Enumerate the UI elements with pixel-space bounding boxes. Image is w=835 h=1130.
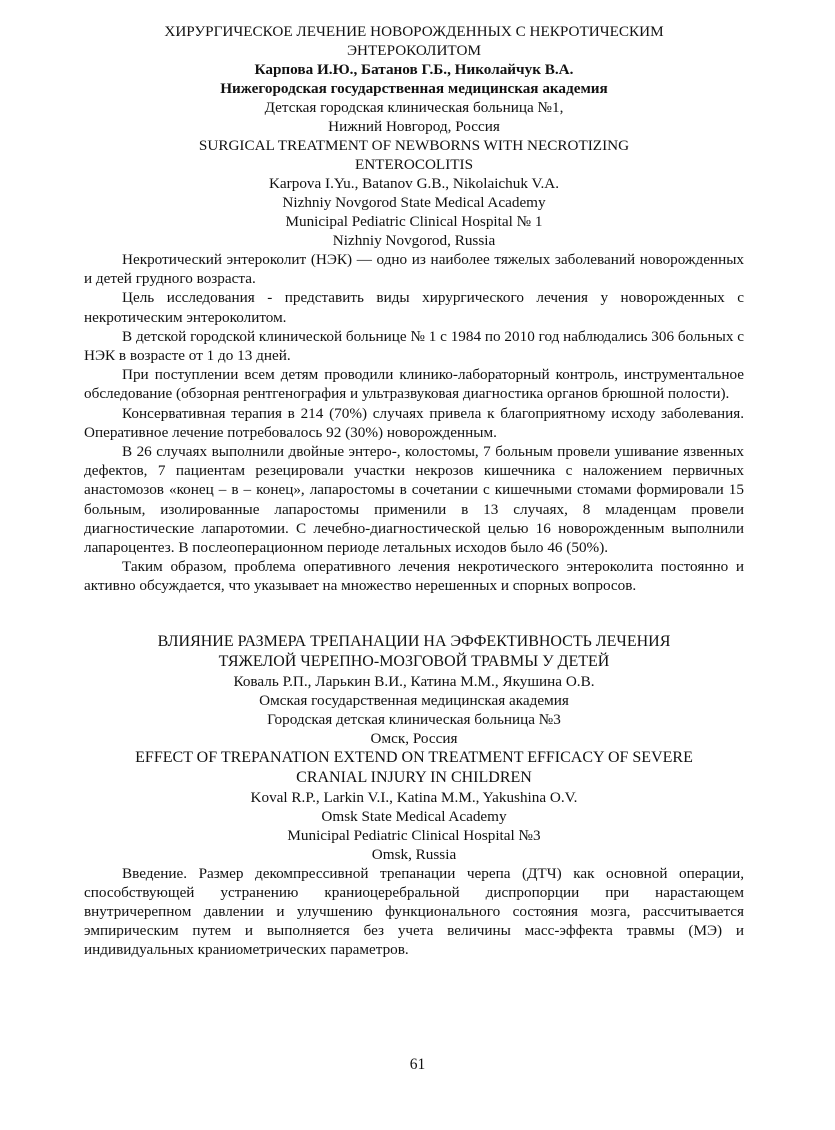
body-paragraph: Некротический энтероколит (НЭК) — одно из наиболее тяжелых заболеваний новорожденных и детей грудного возраста. <box>84 251 744 288</box>
body-paragraph: Консервативная терапия в 214 (70%) случаях привела к благоприятному исходу заболевания. Оперативное лечение потребовалось 92 (30%) новорожденным. <box>84 404 744 441</box>
city-en: Nizhniy Novgorod, Russia <box>332 232 496 249</box>
city-ru: Нижний Новгород, Россия <box>328 118 500 135</box>
article-necrotizing-enterocolitis <box>84 22 744 596</box>
page-content <box>84 22 744 960</box>
affiliation-en-1: Nizhniy Novgorod State Medical Academy <box>282 194 546 211</box>
article-title-en-line1: SURGICAL TREATMENT OF NEWBORNS WITH NECROTIZING <box>198 137 630 154</box>
article-title-ru-line2: ЭНТЕРОКОЛИТОМ <box>347 42 481 59</box>
authors-ru: Коваль Р.П., Ларькин В.И., Катина М.М., Якушина О.В. <box>233 672 595 690</box>
affiliation-en-1: Omsk State Medical Academy <box>321 807 507 825</box>
article-title-en-line2: CRANIAL INJURY IN CHILDREN <box>296 768 532 786</box>
article-title-ru-line1: ВЛИЯНИЕ РАЗМЕРА ТРЕПАНАЦИИ НА ЭФФЕКТИВНОСТЬ ЛЕЧЕНИЯ <box>157 632 671 650</box>
body-paragraph: Таким образом, проблема оперативного лечения некротического энтероколита постоянно и активно обсуждается, что указывает на множество нерешенных и спорных вопросов. <box>84 558 744 595</box>
affiliation-ru-1: Омская государственная медицинская академия <box>259 691 569 709</box>
body-paragraph: Введение. Размер декомпрессивной трепанации черепа (ДТЧ) как основной операции, способствующей устранению краниоцеребральной диспропорции при нарастающем внутричерепном давлении и улучшению функционального состояния мозга, рассчитывается эмпирическим путем и выполняется без учета величины масс-эффекта травмы (МЭ) и индивидуальных краниометрических параметров. <box>84 864 744 959</box>
affiliation-en-2: Municipal Pediatric Clinical Hospital № 1 <box>285 213 543 230</box>
article-title-ru-line1: ХИРУРГИЧЕСКОЕ ЛЕЧЕНИЕ НОВОРОЖДЕННЫХ С НЕКРОТИЧЕСКИМ <box>164 23 664 40</box>
city-ru: Омск, Россия <box>370 729 458 747</box>
article-title-en-line2: ENTEROCOLITIS <box>354 156 474 173</box>
body-paragraph: В детской городской клинической больнице № 1 с 1984 по 2010 год наблюдались 306 больных с НЭК в возрасте от 1 до 13 дней. <box>84 327 744 365</box>
article-title-ru-line2: ТЯЖЕЛОЙ ЧЕРЕПНО-МОЗГОВОЙ ТРАВМЫ У ДЕТЕЙ <box>218 652 610 670</box>
article-title-en-line1: EFFECT OF TREPANATION EXTEND ON TREATMENT EFFICACY OF SEVERE <box>135 748 693 766</box>
authors-en: Koval R.P., Larkin V.I., Katina M.M., Yakushina O.V. <box>250 788 578 806</box>
body-paragraph: Цель исследования - представить виды хирургического лечения у новорожденных с некротическим энтероколитом. <box>84 289 744 326</box>
affiliation-ru-2: Городская детская клиническая больница №3 <box>267 710 561 728</box>
page-number: 61 <box>409 1056 426 1073</box>
article-trepanation-size <box>84 632 744 960</box>
authors-ru: Карпова И.Ю., Батанов Г.Б., Николайчук В.А. <box>254 61 574 78</box>
body-paragraph: При поступлении всем детям проводили клинико-лабораторный контроль, инструментальное обследование (обзорная рентгенография и ультразвуковая диагностика органов брюшной полости). <box>84 366 744 403</box>
authors-en: Karpova I.Yu., Batanov G.B., Nikolaichuk V.A. <box>268 175 560 192</box>
affiliation-ru-2: Детская городская клиническая больница №1, <box>264 99 564 116</box>
affiliation-en-2: Municipal Pediatric Clinical Hospital №3 <box>287 826 541 844</box>
body-paragraph: В 26 случаях выполнили двойные энтеро-, колостомы, 7 больным провели ушивание язвенных дефектов, 7 пациентам резецировали участки некрозов кишечника с наложением первичных анастомозов «конец – в – конец», лапаростомы в сочетании с кишечными стомами формировали 15 больным, изолированные лапаростомы применили в 13 случаях, 8 младенцам провели диагностические лапаротомии. С лечебно-диагностической целью 16 новорожденным выполнили лапароцентез. В послеоперационном периоде летальных исходов было 46 (50%). <box>84 443 744 557</box>
affiliation-ru-1: Нижегородская государственная медицинская академия <box>220 80 608 97</box>
city-en: Omsk, Russia <box>371 845 457 863</box>
